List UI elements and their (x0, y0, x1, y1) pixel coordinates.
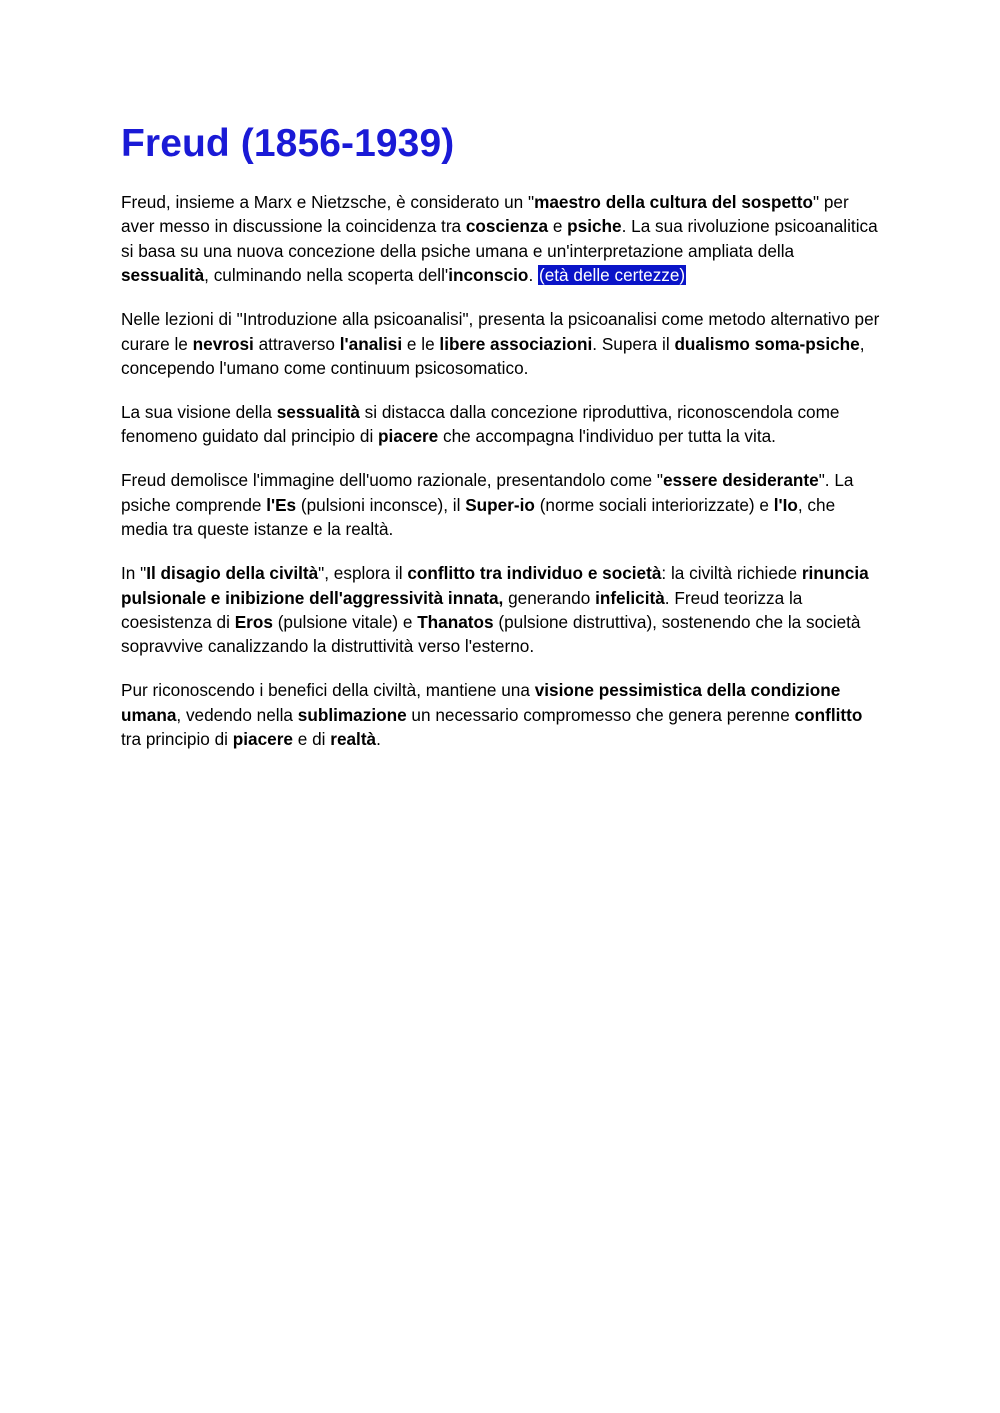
bold-term: Thanatos (417, 612, 494, 633)
text-run: . (376, 729, 381, 750)
text-run: , concependo l'umano come continuum psicosomatico. (121, 333, 865, 379)
document-page (121, 118, 881, 752)
text-run: e le (402, 333, 440, 354)
paragraph-3 (121, 400, 881, 449)
page-title: Freud (1856-1939) (121, 122, 455, 165)
text-run: ", esplora il (318, 563, 408, 584)
bold-term: infelicità (595, 587, 665, 608)
document-body (121, 190, 881, 752)
text-run: generando (503, 587, 596, 608)
bold-term: visione pessimistica della condizione umana (121, 680, 841, 725)
text-run: , vedendo nella (176, 704, 298, 725)
text-run: e di (292, 729, 331, 750)
bold-term: l'analisi (339, 333, 403, 354)
text-run: (norme sociali interiorizzate) e (534, 494, 774, 515)
text-run: In " (121, 563, 147, 584)
bold-term: dualismo soma-psiche (674, 333, 860, 354)
bold-term: realtà (330, 729, 377, 750)
bold-term: l'Es (266, 494, 297, 515)
paragraph-4 (121, 468, 881, 541)
text-run: . Supera il (592, 333, 675, 354)
bold-term: rinuncia pulsionale e inibizione dell'aggressività innata, (121, 563, 869, 608)
text-run: . Freud teorizza la coesistenza di (121, 587, 803, 633)
bold-term: conflitto tra individuo e società (407, 563, 662, 584)
bold-term: sessualità (276, 402, 360, 423)
text-run: attraverso (253, 333, 340, 354)
bold-term: piacere (378, 426, 439, 447)
text-run: tra principio di (121, 729, 233, 750)
paragraph-5 (121, 561, 881, 659)
paragraph-1 (121, 190, 881, 288)
text-run: (pulsione vitale) e (272, 612, 418, 633)
bold-term: sessualità (121, 265, 205, 286)
bold-term: libere associazioni (439, 333, 593, 354)
bold-term: Il disagio della civiltà (146, 563, 319, 584)
text-run: (pulsioni inconsce), il (296, 494, 466, 515)
text-run: . (528, 265, 538, 286)
text-run: , culminando nella scoperta dell' (204, 265, 449, 286)
bold-term: Super-io (465, 494, 535, 515)
bold-term: Eros (234, 612, 273, 633)
text-run: Freud, insieme a Marx e Nietzsche, è considerato un " (121, 192, 535, 212)
text-run: : la civiltà richiede (661, 563, 802, 584)
text-run: (pulsione distruttiva), sostenendo che la società sopravvive canalizzando la distruttività verso l'esterno. (121, 612, 861, 657)
bold-term: maestro della cultura del sospetto (534, 192, 813, 212)
text-run: Pur riconoscendo i benefici della civiltà, mantiene una (121, 680, 535, 701)
text-run: e (548, 216, 568, 237)
bold-term: l'Io (773, 494, 798, 515)
text-run: Nelle lezioni di "Introduzione alla psicoanalisi", presenta la psicoanalisi come metodo alternativo per curare le (121, 309, 880, 354)
text-run: ". La psiche comprende (121, 470, 854, 515)
bold-term: sublimazione (297, 704, 407, 725)
bold-term: piacere (232, 729, 293, 750)
text-run: La sua visione della (121, 402, 277, 423)
text-run: un necessario compromesso che genera perenne (406, 704, 795, 725)
bold-term: coscienza (465, 216, 549, 237)
bold-term: conflitto (794, 704, 863, 725)
text-run: si distacca dalla concezione riproduttiva, riconoscendola come fenomeno guidato dal principio di (121, 402, 840, 447)
bold-term: nevrosi (192, 333, 254, 354)
highlighted-text: (età delle certezze) (539, 265, 686, 286)
text-run: che accompagna l'individuo per tutta la vita. (438, 426, 776, 447)
paragraph-6 (121, 678, 881, 751)
text-run: " per aver messo in discussione la coincidenza tra (121, 192, 849, 237)
bold-term: inconscio (448, 265, 529, 286)
text-run: . La sua rivoluzione psicoanalitica si basa su una nuova concezione della psiche umana e un'interpretazione ampliata della (121, 216, 878, 261)
text-run: , che media tra queste istanze e la realtà. (121, 494, 836, 540)
bold-term: essere desiderante (662, 470, 819, 491)
paragraph-2 (121, 307, 881, 380)
bold-term: psiche (567, 216, 622, 237)
text-run: Freud demolisce l'immagine dell'uomo razionale, presentandolo come " (121, 470, 663, 491)
